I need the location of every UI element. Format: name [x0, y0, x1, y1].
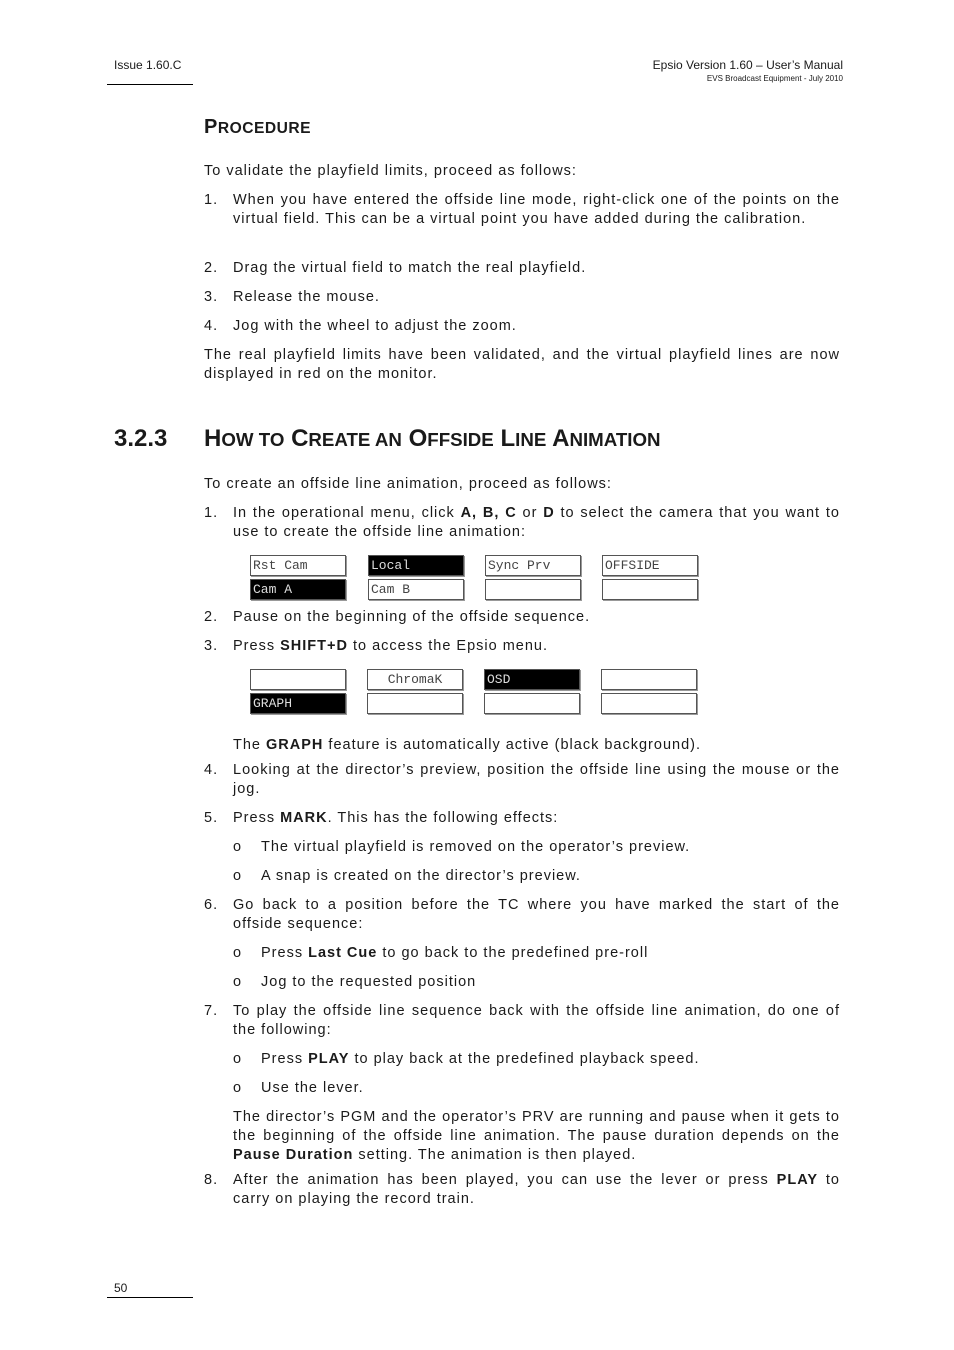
- menu-button-empty[interactable]: [602, 579, 698, 600]
- bullet-glyph: o: [233, 1080, 242, 1096]
- title-initial: H: [204, 425, 222, 452]
- menu-button-cam-a[interactable]: Cam A: [250, 579, 346, 600]
- graph-note: [233, 736, 840, 755]
- bullet-glyph: o: [233, 1051, 242, 1067]
- step-text: Release the mouse.: [233, 289, 380, 305]
- title-rest: OW TO: [221, 429, 285, 450]
- bullet-glyph: o: [233, 974, 242, 990]
- step-number: 2.: [204, 260, 219, 276]
- menu-button-sync-prv[interactable]: Sync Prv: [485, 555, 581, 576]
- menu-button-offside[interactable]: OFFSIDE: [602, 555, 698, 576]
- section-title: [204, 425, 661, 453]
- section-intro: To create an offside line animation, proceed as follows:: [204, 476, 612, 492]
- bullet-text: [261, 944, 840, 963]
- title-initial: C: [291, 425, 309, 452]
- step-text: Go back to a position before the TC where you have marked the start of the offside sequence:: [233, 897, 840, 932]
- menu-button-empty[interactable]: [484, 693, 580, 714]
- step-number: 8.: [204, 1172, 219, 1188]
- menu-button-empty[interactable]: [601, 669, 697, 690]
- text-run: After the animation has been played, you can use the lever or press: [233, 1172, 777, 1188]
- step-text: [233, 1171, 840, 1209]
- bullet-glyph: o: [233, 868, 242, 884]
- page-number: 50: [114, 1281, 128, 1295]
- menu-button-graph[interactable]: GRAPH: [250, 693, 346, 714]
- text-run: The director’s PGM and the operator’s PRV are running and pause when it gets to the beginning of the offside line animation. The pause duration depends on the: [233, 1109, 840, 1144]
- step-number: 3.: [204, 289, 219, 305]
- text-run: to play back at the predefined playback speed.: [349, 1051, 700, 1067]
- text-run: feature is automatically active (black background).: [323, 737, 701, 753]
- step-number: 1.: [204, 505, 219, 521]
- text-bold: GRAPH: [266, 737, 324, 753]
- step-number: 4.: [204, 318, 219, 334]
- title-rest: NIMATION: [569, 429, 661, 450]
- text-bold: MARK: [280, 810, 328, 826]
- manual-subtitle: EVS Broadcast Equipment - July 2010: [706, 74, 843, 83]
- title-initial: A: [552, 425, 570, 452]
- text-run: Press: [261, 1051, 309, 1067]
- text-run: to access the Epsio menu.: [347, 638, 549, 654]
- text-run: setting. The animation is then played.: [353, 1147, 637, 1163]
- issue-label: Issue 1.60.C: [114, 58, 182, 72]
- step7-note: [233, 1108, 840, 1165]
- menu-button-rst-cam[interactable]: Rst Cam: [250, 555, 346, 576]
- bullet-glyph: o: [233, 839, 242, 855]
- text-run: to carry on playing the record train.: [233, 1172, 840, 1207]
- step-text: [233, 809, 840, 828]
- bullet-text: A snap is created on the director’s preview.: [261, 868, 581, 884]
- step-text: Looking at the director’s preview, position the offside line using the mouse or the jog.: [233, 762, 840, 797]
- step-number: 7.: [204, 1003, 219, 1019]
- text-run: Press: [233, 638, 281, 654]
- menu-button-empty[interactable]: [601, 693, 697, 714]
- menu-button-cam-b[interactable]: Cam B: [368, 579, 464, 600]
- heading-rest: ROCEDURE: [217, 120, 312, 137]
- step-text: [233, 637, 840, 656]
- text-bold: Last Cue: [308, 945, 378, 961]
- text-run: Press: [233, 810, 281, 826]
- title-initial: L: [500, 425, 516, 452]
- text-bold: SHIFT+D: [280, 638, 348, 654]
- step-number: 3.: [204, 638, 219, 654]
- bullet-text: [261, 1050, 840, 1069]
- bullet-glyph: o: [233, 945, 242, 961]
- heading-initial: P: [204, 116, 218, 138]
- text-bold: Pause Duration: [233, 1147, 354, 1163]
- step-number: 6.: [204, 897, 219, 913]
- menu-button-chromak[interactable]: ChromaK: [367, 669, 463, 690]
- bullet-text: The virtual playfield is removed on the operator’s preview.: [261, 839, 691, 855]
- text-run: or: [516, 505, 544, 521]
- title-rest: INE: [515, 429, 547, 450]
- procedure-intro: To validate the playfield limits, proceed as follows:: [204, 163, 577, 179]
- menu-button-osd[interactable]: OSD: [484, 669, 580, 690]
- text-run: to go back to the predefined pre-roll: [377, 945, 649, 961]
- text-bold: A, B, C: [460, 505, 517, 521]
- text-run: Press: [261, 945, 309, 961]
- menu-button-empty[interactable]: [485, 579, 581, 600]
- step-text: When you have entered the offside line mode, right-click one of the points on the virtual field. This can be a virtual point you have added during the calibration.: [233, 192, 840, 227]
- title-rest: REATE AN: [308, 429, 402, 450]
- text-run: In the operational menu, click: [233, 505, 461, 521]
- section-number: 3.2.3: [114, 425, 168, 452]
- text-run: to select the camera that you want to use to create the offside line animation:: [233, 505, 840, 540]
- step-number: 5.: [204, 810, 219, 826]
- text-bold: PLAY: [308, 1051, 350, 1067]
- step-number: 4.: [204, 762, 219, 778]
- bullet-text: Jog to the requested position: [261, 974, 477, 990]
- text-bold: D: [543, 505, 555, 521]
- text-run: . This has the following effects:: [327, 810, 559, 826]
- step-text: Pause on the beginning of the offside sequence.: [233, 609, 591, 625]
- header-rule: [107, 84, 193, 85]
- procedure-conclusion: The real playfield limits have been validated, and the virtual playfield lines are now displayed in red on the monitor.: [204, 347, 840, 382]
- menu-button-empty[interactable]: [250, 669, 346, 690]
- step-number: 1.: [204, 192, 219, 208]
- procedure-heading: [204, 116, 311, 139]
- step-text: Jog with the wheel to adjust the zoom.: [233, 318, 517, 334]
- step-text: To play the offside line sequence back with the offside line animation, do one of the following:: [233, 1003, 840, 1038]
- menu-button-local[interactable]: Local: [368, 555, 464, 576]
- footer-rule: [107, 1297, 193, 1298]
- manual-title: Epsio Version 1.60 – User’s Manual: [652, 58, 843, 72]
- step-text: Drag the virtual field to match the real playfield.: [233, 260, 587, 276]
- title-initial: O: [408, 425, 428, 452]
- step-text: [233, 504, 840, 542]
- bullet-text: Use the lever.: [261, 1080, 364, 1096]
- title-rest: FFSIDE: [427, 429, 494, 450]
- menu-button-empty[interactable]: [367, 693, 463, 714]
- text-run: The: [233, 737, 267, 753]
- text-bold: PLAY: [776, 1172, 819, 1188]
- step-number: 2.: [204, 609, 219, 625]
